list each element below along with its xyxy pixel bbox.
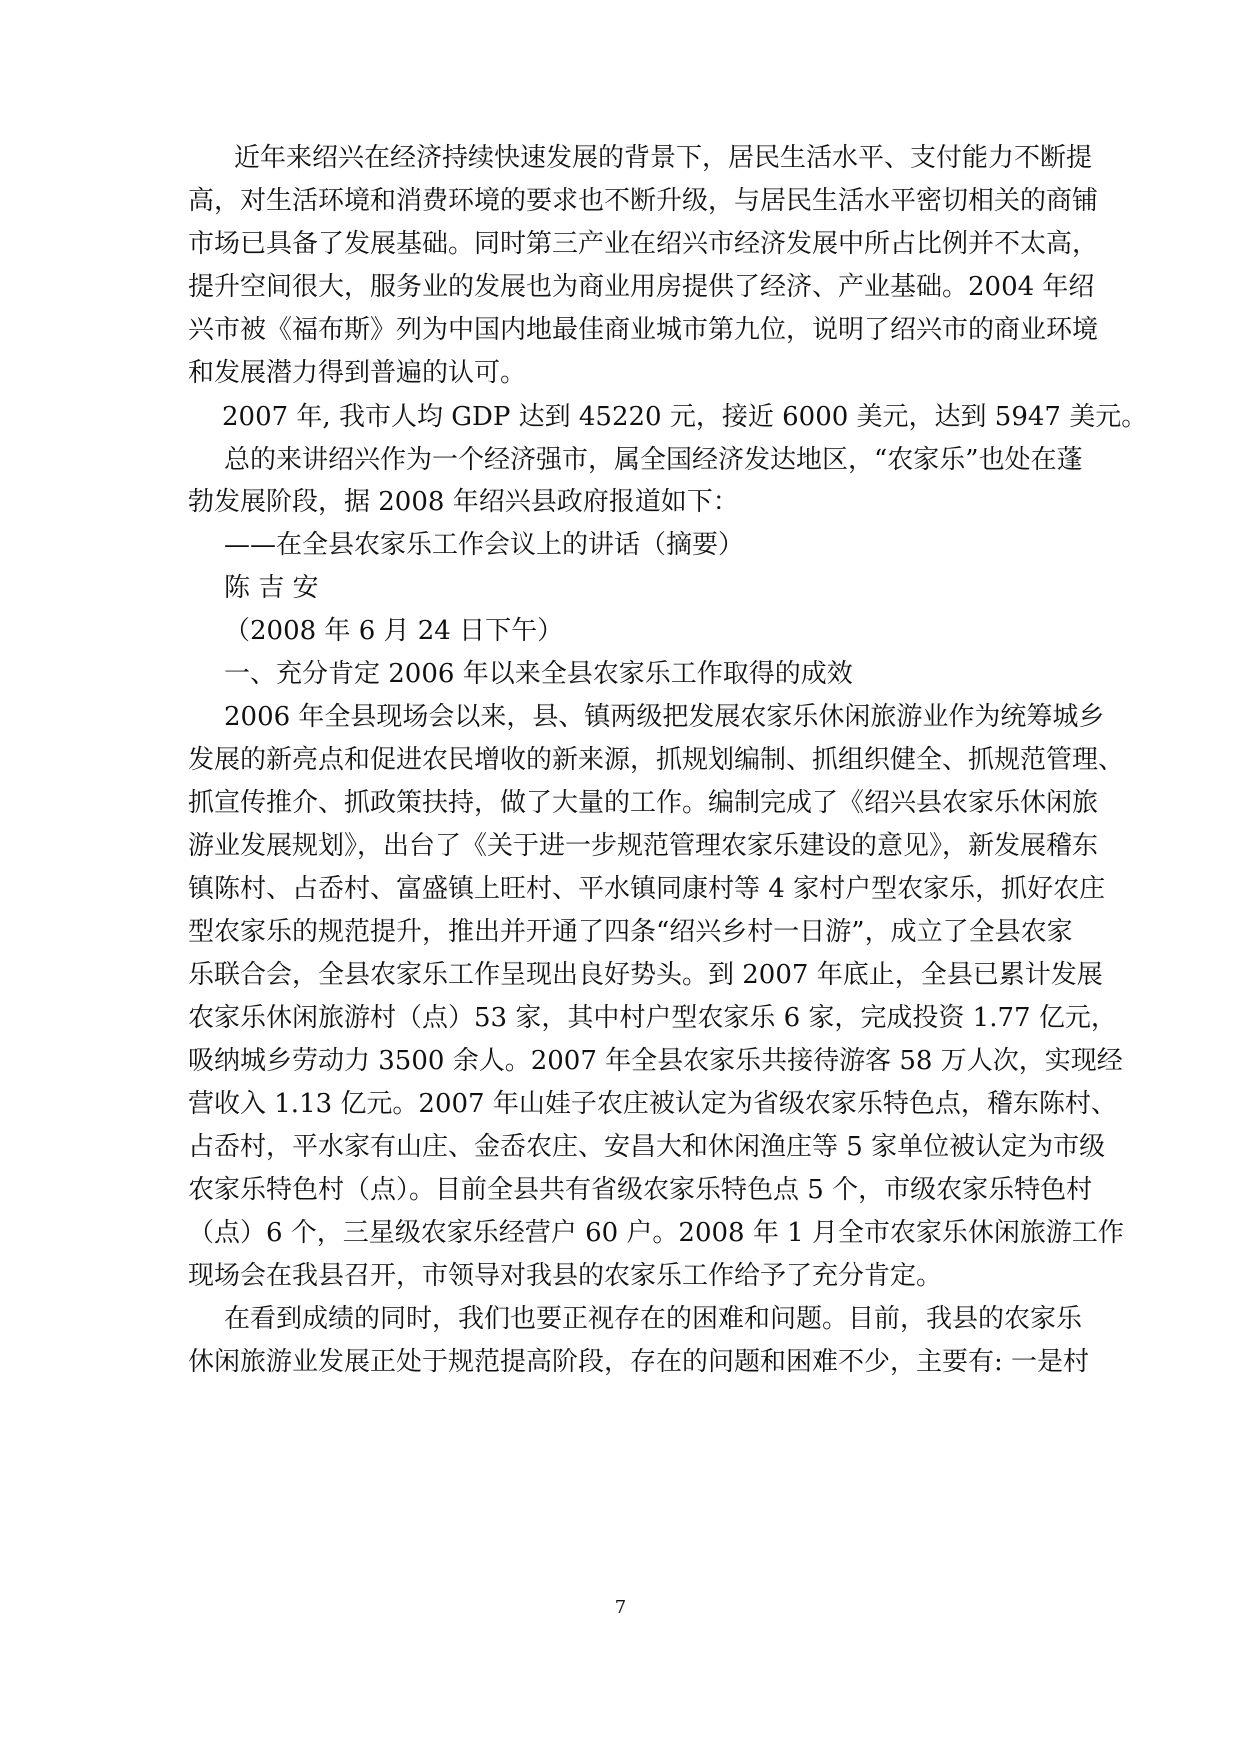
paragraph-line: 发展的新亮点和促进农民增收的新来源，抓规划编制、抓组织健全、抓规范管理、 [188,745,1125,775]
paragraph-line: 2006 年全县现场会以来，县、镇两级把发展农家乐休闲旅游业作为统筹城乡 [224,702,1105,732]
paragraph-line: 近年来绍兴在经济持续快速发展的背景下，居民生活水平、支付能力不断提 [234,143,1093,173]
paragraph-line: 市场已具备了发展基础。同时第三产业在绍兴市经济发展中所占比例并不太高， [188,229,1099,259]
paragraph-line: 型农家乐的规范提升，推出并开通了四条“绍兴乡村一日游”，成立了全县农家 [188,917,1073,947]
paragraph-line: 高，对生活环境和消费环境的要求也不断升级，与居民生活水平密切相关的商铺 [188,186,1099,216]
paragraph-line: 和发展潜力得到普遍的认可。 [188,358,527,388]
speech-date: （2008 年 6 月 24 日下午） [224,616,564,646]
paragraph-line: 勃发展阶段，据 2008 年绍兴县政府报道如下： [188,487,739,517]
speech-title: ——在全县农家乐工作会议上的讲话（摘要） [224,530,745,560]
paragraph-line: 镇陈村、占岙村、富盛镇上旺村、平水镇同康村等 4 家村户型农家乐，抓好农庄 [188,874,1106,904]
paragraph-line: 占岙村，平水家有山庄、金岙农庄、安昌大和休闲渔庄等 5 家单位被认定为市级 [188,1132,1106,1162]
paragraph-line: 提升空间很大，服务业的发展也为商业用房提供了经济、产业基础。2004 年绍 [188,272,1095,302]
paragraph-line: 营收入 1.13 亿元。2007 年山娃子农庄被认定为省级农家乐特色点，稽东陈村、 [188,1089,1117,1119]
paragraph-line: 农家乐休闲旅游村（点）53 家，其中村户型农家乐 6 家，完成投资 1.77 亿元， [188,1003,1117,1033]
paragraph-line: 休闲旅游业发展正处于规范提高阶段，存在的问题和困难不少，主要有: 一是村 [188,1347,1090,1377]
paragraph-line: 抓宣传推介、抓政策扶持，做了大量的工作。编制完成了《绍兴县农家乐休闲旅 [188,788,1099,818]
section-heading: 一、充分肯定 2006 年以来全县农家乐工作取得的成效 [224,659,853,689]
speaker-name: 陈 吉 安 [224,573,319,603]
paragraph-line: 吸纳城乡劳动力 3500 余人。2007 年全县农家乐共接待游客 58 万人次，实现经 [188,1046,1123,1076]
paragraph-line: 农家乐特色村（点）。目前全县共有省级农家乐特色点 5 个，市级农家乐特色村 [188,1175,1093,1205]
paragraph-line: （点）6 个，三星级农家乐经营户 60 户。2008 年 1 月全市农家乐休闲旅游工作 [188,1218,1124,1248]
paragraph-line: 在看到成绩的同时，我们也要正视存在的困难和问题。目前，我县的农家乐 [224,1304,1083,1334]
paragraph-line: 乐联合会，全县农家乐工作呈现出良好势头。到 2007 年底止，全县已累计发展 [188,960,1103,990]
paragraph-line: 游业发展规划》，出台了《关于进一步规范管理农家乐建设的意见》，新发展稽东 [188,831,1099,861]
paragraph-line: 兴市被《福布斯》列为中国内地最佳商业城市第九位，说明了绍兴市的商业环境 [188,315,1099,345]
page-number: 7 [614,1597,627,1618]
paragraph-line: 2007 年, 我市人均 GDP 达到 45220 元，接近 6000 美元，达到 5947 美元。 [222,402,1148,432]
paragraph-line: 总的来讲绍兴作为一个经济强市，属全国经济发达地区，“农家乐”也处在蓬 [224,445,1083,475]
paragraph-line: 现场会在我县召开，市领导对我县的农家乐工作给予了充分肯定。 [188,1261,943,1291]
